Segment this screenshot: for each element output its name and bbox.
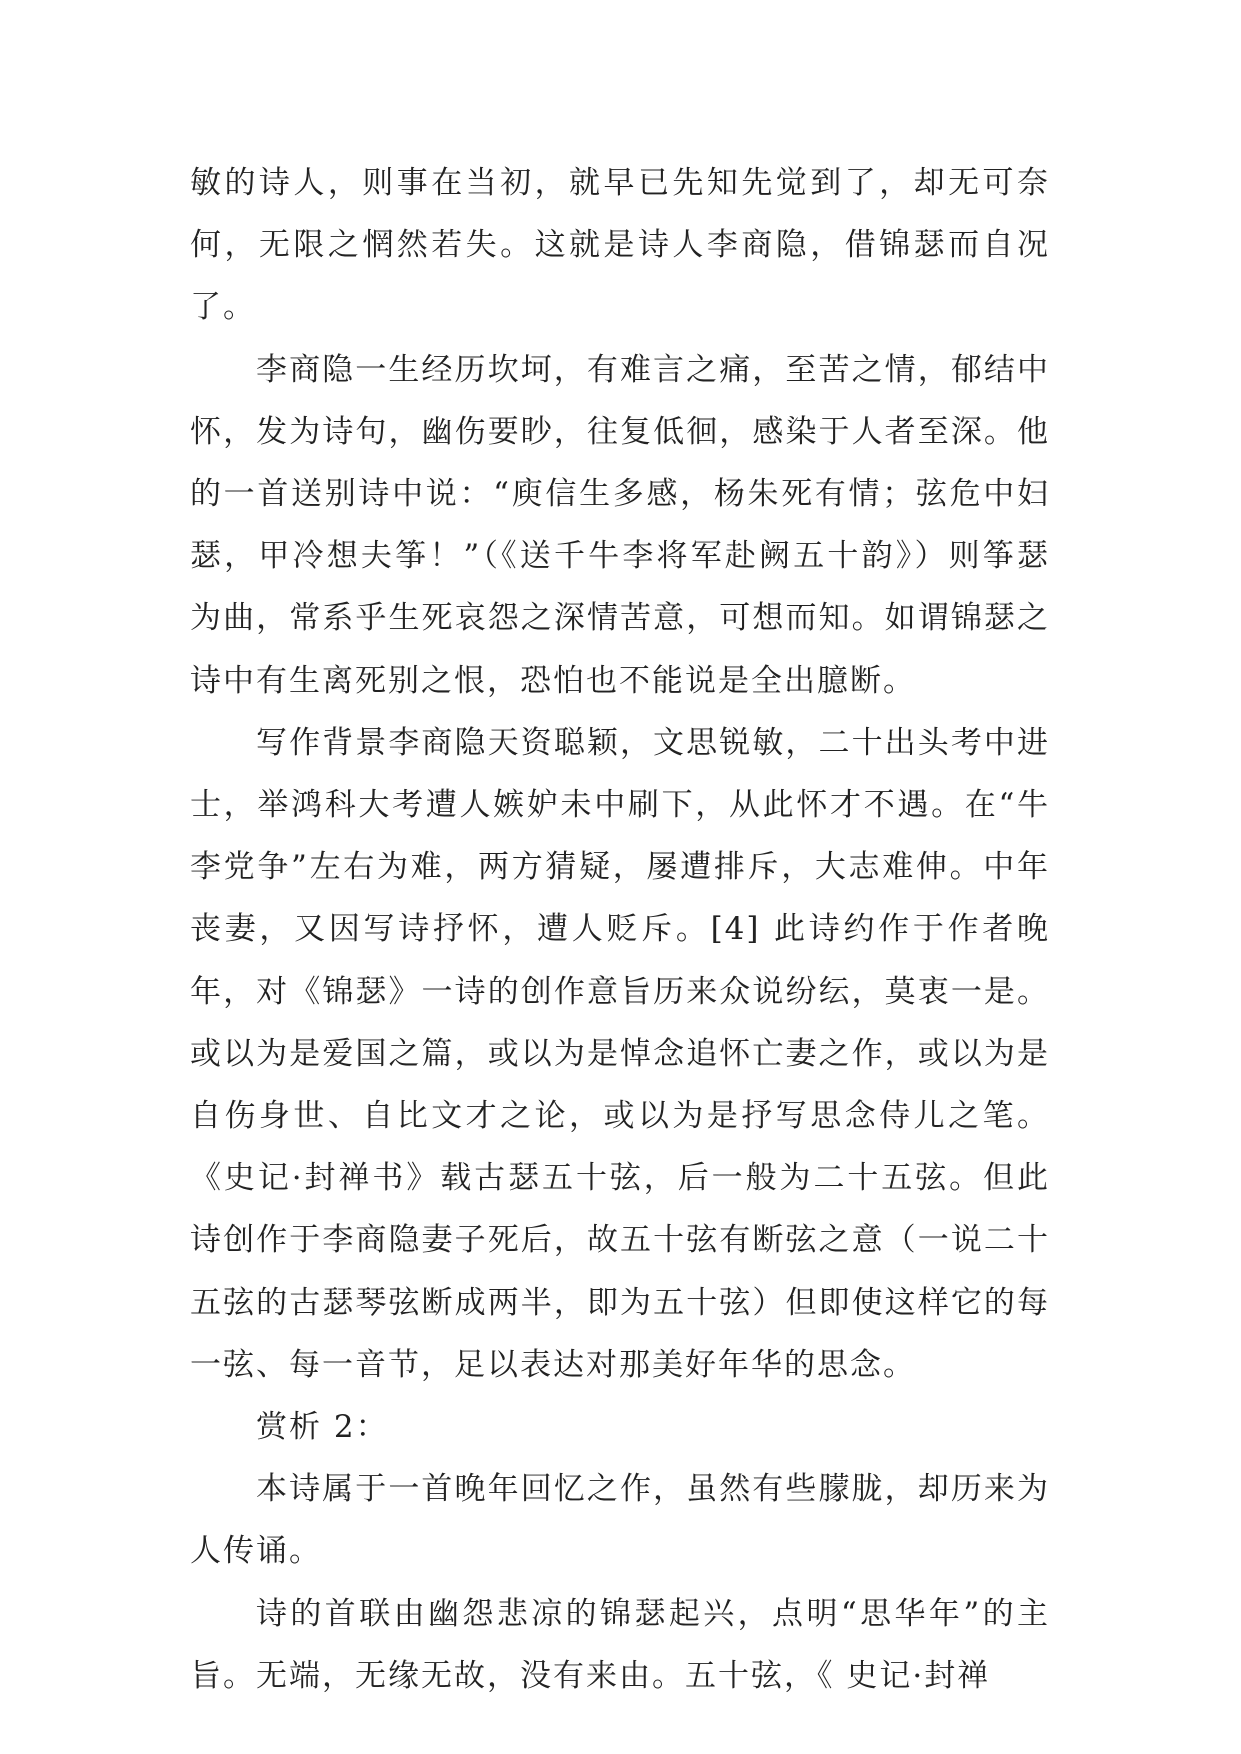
- section-heading-appreciation-2: 赏析 2：: [256, 1409, 389, 1446]
- paragraph-background: 写作背景李商隐天资聪颖，文思锐敏，二十出头考中进士，举鸿科大考遭人嫉妒未中刷下，从此怀才不遇。在“牛李党争”左右为难，两方猜疑，屡遭排斥，大志难伸。中年丧妻，又因写诗抒怀，遭人贬斥。[4] 此诗约作于作者晚年，对《锦瑟》一诗的创作意旨历来众说纷纭，莫衷一是。或以为是爱国之篇，或以为是悼念追怀亡妻之作，或以为是自伤身世、自比文才之论，或以为是抒写思念侍儿之笔。 《史记·封禅书》载古瑟五十弦，后一般为二十五弦。但此诗创作于李商隐妻子死后，故五十弦有断弦之意（一说二十五弦的古瑟琴弦断成两半，即为五十弦）但即使这样它的每一弦、每一音节，足以表达对那美好年华的思念。: [190, 724, 1050, 1383]
- paragraph-intro: 本诗属于一首晚年回忆之作，虽然有些朦胧，却历来为人传诵。: [190, 1471, 1050, 1570]
- paragraph-first-couplet: 诗的首联由幽怨悲凉的锦瑟起兴，点明“思华年”的主旨。无端，无缘无故，没有来由。五十弦，《 史记·封禅: [190, 1595, 1050, 1694]
- paragraph-continuation: 敏的诗人，则事在当初，就早已先知先觉到了，却无可奈何，无限之惘然若失。这就是诗人李商隐，借锦瑟而自况了。: [190, 165, 1050, 326]
- document-body: [190, 152, 1050, 1707]
- paragraph-li-shangyin-life: 李商隐一生经历坎坷，有难言之痛，至苦之情，郁结中怀，发为诗句，幽伤要眇，往复低徊，感染于人者至深。他的一首送别诗中说：“庾信生多感，杨朱死有情；弦危中妇瑟，甲冷想夫筝！”（《送千牛李将军赴阙五十韵》）则筝瑟为曲，常系乎生死哀怨之深情苦意，可想而知。如谓锦瑟之诗中有生离死别之恨，恐怕也不能说是全出臆断。: [190, 351, 1050, 699]
